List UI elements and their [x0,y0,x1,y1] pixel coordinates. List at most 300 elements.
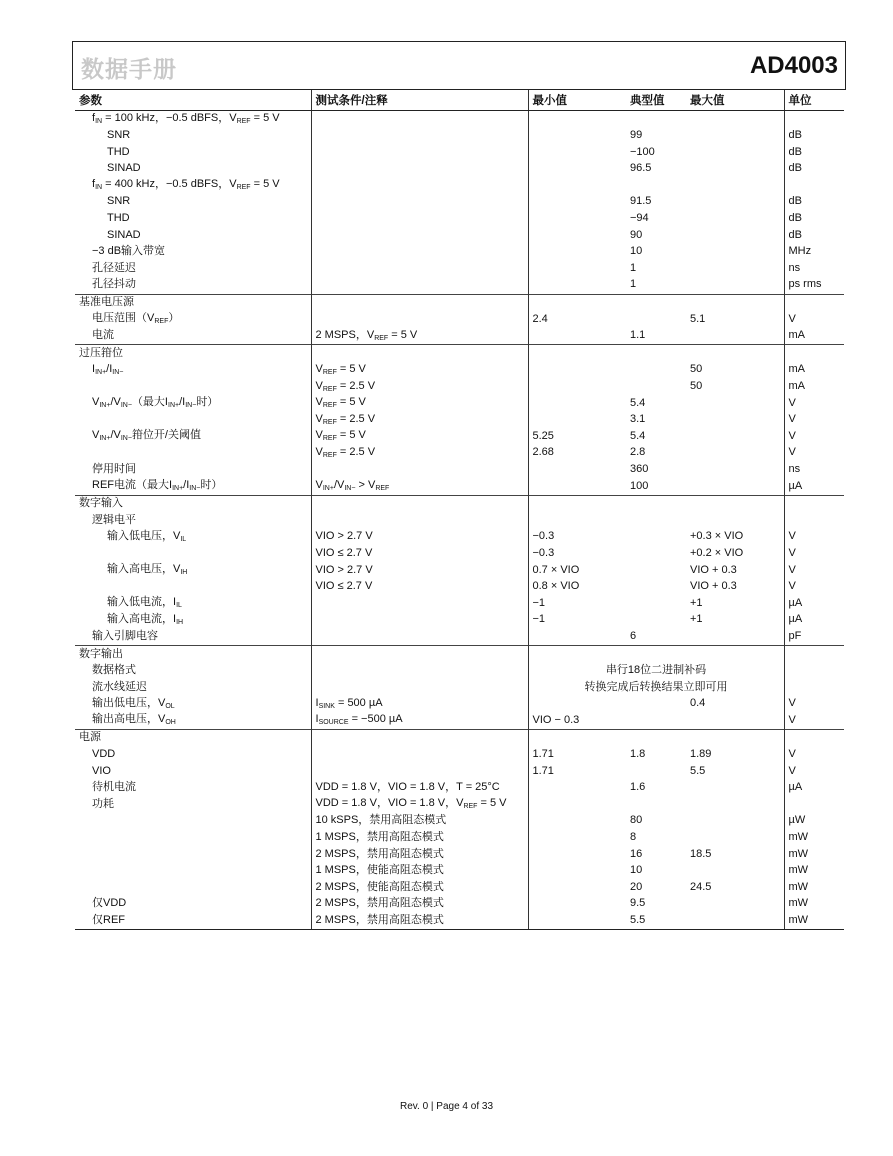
conditions-cell [311,144,528,161]
typ-cell: 20 [630,880,643,893]
max-cell: 50 [690,363,703,376]
table-row [75,412,844,429]
parameter-cell: THD [107,212,130,225]
typ-cell: 1 [630,261,637,274]
min-cell: 2.68 [528,445,626,462]
conditions-cell: $V_{REF} = 2.5$ V [311,445,528,462]
typ-cell [626,729,686,746]
table-row [75,128,844,145]
table-row [75,813,844,830]
typ-cell [626,562,686,579]
max-cell [686,395,784,412]
min-cell: −1 [528,612,626,629]
max-cell: +1 [690,613,703,626]
conditions-cell [311,747,528,764]
parameter-cell [75,846,311,863]
table-row [75,896,844,913]
column-header-min: 最小值 [528,90,626,111]
parameter-cell: −3 dB输入带宽 [92,245,166,258]
unit-cell [784,663,844,680]
specifications-table [75,90,844,930]
page-header [72,41,846,90]
parameter-cell: 输入引脚电容 [92,629,158,642]
unit-cell: V [784,395,844,412]
max-cell [686,813,784,830]
min-cell [528,328,626,345]
parameter-cell: 流水线延迟 [92,680,147,693]
conditions-cell [311,211,528,228]
max-cell [686,712,784,729]
spanned-value-cell: 转换完成后转换结果立即可用 [528,679,784,696]
min-cell [528,846,626,863]
conditions-cell: $V_{REF} = 2.5$ V [311,379,528,396]
unit-cell: mW [784,913,844,930]
min-cell [528,830,626,847]
typ-cell [626,796,686,813]
conditions-cell: 2 MSPS，禁用高阻态模式 [311,896,528,913]
conditions-cell [311,161,528,178]
typ-cell: 2.8 [630,446,646,459]
typ-cell [626,294,686,311]
conditions-cell [311,628,528,645]
min-cell [528,111,626,128]
min-cell [528,780,626,797]
typ-cell [626,696,686,713]
max-cell [686,512,784,529]
conditions-cell: $V_{REF} = 5$ V [311,362,528,379]
typ-cell [626,495,686,512]
table-row [75,111,844,128]
max-cell: 5.1 [690,312,706,325]
typ-cell [626,712,686,729]
max-cell [686,646,784,663]
max-cell: +0.3 × VIO [690,530,744,543]
parameter-cell: $f_{IN} = 400$ kHz，−0.5 dBFS，$V_{REF} = 5$ V [92,178,280,192]
typ-cell: 1 [630,278,637,291]
typ-cell [626,379,686,396]
spanned-value-cell: 串行18位二进制补码 [528,663,784,680]
table-row [75,445,844,462]
unit-cell [784,177,844,194]
unit-cell: V [784,763,844,780]
conditions-cell: $I_{SINK} = 500$ µA [311,696,528,713]
typ-cell: 91.5 [630,195,652,208]
typ-cell [626,111,686,128]
typ-cell: 90 [630,228,643,241]
typ-cell: 10 [630,245,643,258]
typ-cell [626,545,686,562]
parameter-cell: SNR [107,129,131,142]
parameter-cell [75,813,311,830]
unit-cell: V [784,311,844,328]
unit-cell: V [784,562,844,579]
max-cell [686,780,784,797]
table-row [75,161,844,178]
typ-cell [626,345,686,362]
max-cell [686,294,784,311]
table-row [75,362,844,379]
parameter-cell: 输出低电压，$V_{OL}$ [92,696,175,710]
unit-cell: mW [784,846,844,863]
table-row [75,260,844,277]
conditions-cell [311,595,528,612]
document-type-label: 数据手册 [81,56,177,82]
typ-cell: 9.5 [630,897,646,910]
conditions-cell: 10 kSPS，禁用高阻态模式 [311,813,528,830]
max-cell: 5.5 [690,764,706,777]
unit-cell: mW [784,830,844,847]
max-cell: 18.5 [690,847,712,860]
min-cell [528,395,626,412]
conditions-cell [311,311,528,328]
unit-cell: µA [784,478,844,495]
unit-cell [784,294,844,311]
unit-cell: ps rms [784,277,844,294]
min-cell [528,260,626,277]
unit-cell: V [784,579,844,596]
unit-cell [784,796,844,813]
min-cell [528,696,626,713]
max-cell [686,277,784,294]
parameter-cell: REF电流（最大$I_{IN+}/I_{IN-}$时） [92,479,223,493]
table-row [75,747,844,764]
min-cell [528,461,626,478]
min-cell: −0.3 [528,529,626,546]
conditions-cell: $V_{REF} = 5$ V [311,395,528,412]
unit-cell [784,495,844,512]
parameter-cell [75,445,311,462]
unit-cell [784,111,844,128]
table-row [75,428,844,445]
table-row [75,244,844,261]
conditions-cell: 2 MSPS，$V_{REF} = 5$ V [311,328,528,345]
table-row [75,595,844,612]
parameter-cell: 仅VDD [92,897,127,910]
conditions-cell: $I_{SOURCE} = -500$ µA [311,712,528,729]
max-cell [686,729,784,746]
min-cell [528,863,626,880]
conditions-cell [311,227,528,244]
parameter-cell: 数字输出 [75,646,311,663]
parameter-cell: SNR [107,195,131,208]
table-row [75,512,844,529]
min-cell [528,161,626,178]
min-cell [528,144,626,161]
table-row [75,311,844,328]
conditions-cell: $V_{REF} = 2.5$ V [311,412,528,429]
min-cell [528,294,626,311]
min-cell [528,194,626,211]
table-row [75,194,844,211]
min-cell [528,796,626,813]
max-cell: VIO + 0.3 [690,563,737,576]
column-header-max: 最大值 [686,90,784,111]
min-cell [528,628,626,645]
parameter-cell: SINAD [107,228,141,241]
min-cell: 5.25 [528,428,626,445]
unit-cell: mW [784,863,844,880]
unit-cell: µA [784,595,844,612]
parameter-cell: 孔径延迟 [92,261,136,274]
unit-cell: dB [784,227,844,244]
table-row [75,628,844,645]
table-row [75,913,844,930]
typ-cell: 5.4 [630,429,646,442]
conditions-cell [311,729,528,746]
parameter-cell [75,545,311,562]
conditions-cell [311,612,528,629]
unit-cell: dB [784,211,844,228]
conditions-cell: $V_{REF} = 5$ V [311,428,528,445]
max-cell [686,244,784,261]
conditions-cell: VIO ≤ 2.7 V [311,545,528,562]
unit-cell: dB [784,194,844,211]
table-row [75,696,844,713]
unit-cell: mA [784,362,844,379]
conditions-cell: 2 MSPS，禁用高阻态模式 [311,913,528,930]
unit-cell: mA [784,328,844,345]
parameter-cell [75,412,311,429]
conditions-cell: VDD = 1.8 V，VIO = 1.8 V，$V_{REF} = 5$ V [311,796,528,813]
min-cell [528,211,626,228]
max-cell [686,478,784,495]
max-cell [686,144,784,161]
conditions-cell [311,277,528,294]
min-cell [528,412,626,429]
parameter-cell [75,863,311,880]
table-row [75,478,844,495]
unit-cell: mW [784,896,844,913]
typ-cell [626,763,686,780]
conditions-cell [311,345,528,362]
unit-cell: µW [784,813,844,830]
conditions-cell: VIO ≤ 2.7 V [311,579,528,596]
unit-cell: µA [784,780,844,797]
conditions-cell [311,679,528,696]
table-row [75,646,844,663]
parameter-cell: $f_{IN} = 100$ kHz，−0.5 dBFS，$V_{REF} = 5$ V [92,112,280,125]
table-body [75,111,844,930]
unit-cell: V [784,445,844,462]
parameter-cell: 输入高电流，$I_{IH}$ [107,612,184,626]
typ-cell: 1.8 [630,748,646,761]
min-cell [528,913,626,930]
typ-cell: 100 [630,479,649,492]
typ-cell: 1.1 [630,329,646,342]
table-row [75,177,844,194]
table-row [75,729,844,746]
table-row [75,780,844,797]
table-row [75,144,844,161]
table-row [75,277,844,294]
max-cell [686,495,784,512]
parameter-cell: THD [107,145,130,158]
conditions-cell [311,646,528,663]
table-row [75,712,844,729]
unit-cell: MHz [784,244,844,261]
parameter-cell: 电压范围$(V_{REF})$ [92,312,180,326]
typ-cell: −94 [630,212,649,225]
typ-cell: 1.6 [630,781,646,794]
typ-cell [626,362,686,379]
min-cell: 0.7 × VIO [528,562,626,579]
parameter-cell: 过压箝位 [75,345,311,362]
parameter-cell: 逻辑电平 [92,513,136,526]
conditions-cell: 1 MSPS，禁用高阻态模式 [311,830,528,847]
conditions-cell: VIO > 2.7 V [311,529,528,546]
unit-cell: ns [784,260,844,277]
max-cell: +1 [690,596,703,609]
parameter-cell: 数字输入 [75,495,311,512]
parameter-cell: VDD [92,748,116,761]
min-cell: 0.8 × VIO [528,579,626,596]
max-cell: 24.5 [690,880,712,893]
column-header-unit: 单位 [784,90,844,111]
table-row [75,227,844,244]
unit-cell: V [784,696,844,713]
parameter-cell [75,579,311,596]
column-header-typ: 典型值 [626,90,686,111]
parameter-cell [75,830,311,847]
max-cell [686,211,784,228]
parameter-cell: $I_{IN+}/I_{IN-}$ [92,362,124,376]
min-cell: 2.4 [528,311,626,328]
min-cell [528,478,626,495]
conditions-cell [311,461,528,478]
parameter-cell: 孔径抖动 [92,278,136,291]
typ-cell [626,646,686,663]
typ-cell: 6 [630,629,637,642]
table-row [75,495,844,512]
table-row [75,461,844,478]
table-row [75,211,844,228]
max-cell [686,227,784,244]
typ-cell: 5.4 [630,396,646,409]
max-cell: 50 [690,380,703,392]
parameter-cell: $V_{IN+}/V_{IN-}$箝位开/关阈值 [92,429,201,443]
max-cell [686,260,784,277]
conditions-cell [311,294,528,311]
max-cell: 0.4 [690,697,706,710]
typ-cell [626,177,686,194]
max-cell: 1.89 [690,748,712,761]
table-row [75,579,844,596]
conditions-cell [311,495,528,512]
conditions-cell: 1 MSPS，使能高阻态模式 [311,863,528,880]
max-cell [686,345,784,362]
min-cell: 1.71 [528,763,626,780]
conditions-cell [311,177,528,194]
table-row [75,879,844,896]
max-cell: +0.2 × VIO [690,546,744,559]
min-cell [528,896,626,913]
min-cell [528,495,626,512]
unit-cell [784,646,844,663]
conditions-cell [311,194,528,211]
table-row [75,545,844,562]
parameter-cell: SINAD [107,162,141,175]
unit-cell [784,729,844,746]
table-row [75,763,844,780]
unit-cell: mW [784,879,844,896]
max-cell [686,863,784,880]
conditions-cell: VDD = 1.8 V，VIO = 1.8 V，T = 25°C [311,780,528,797]
table-row [75,663,844,680]
table-row [75,846,844,863]
max-cell [686,428,784,445]
unit-cell: µA [784,612,844,629]
table-row [75,395,844,412]
conditions-cell [311,260,528,277]
unit-cell: pF [784,628,844,645]
unit-cell: V [784,747,844,764]
typ-cell: 10 [630,864,643,877]
min-cell [528,277,626,294]
min-cell: −0.3 [528,545,626,562]
max-cell [686,461,784,478]
min-cell: −1 [528,595,626,612]
conditions-cell [311,763,528,780]
typ-cell: 16 [630,847,643,860]
typ-cell [626,579,686,596]
max-cell [686,445,784,462]
unit-cell [784,345,844,362]
typ-cell: 96.5 [630,162,652,175]
part-number: AD4003 [749,52,838,79]
min-cell [528,362,626,379]
typ-cell: 360 [630,462,649,475]
typ-cell [626,612,686,629]
max-cell [686,194,784,211]
parameter-cell [75,379,311,396]
typ-cell: 5.5 [626,913,686,930]
conditions-cell: 2 MSPS，禁用高阻态模式 [311,846,528,863]
unit-cell [784,512,844,529]
conditions-cell [311,111,528,128]
unit-cell: dB [784,128,844,145]
max-cell [686,913,784,930]
min-cell [528,813,626,830]
max-cell [686,111,784,128]
min-cell [528,345,626,362]
unit-cell: dB [784,144,844,161]
parameter-cell [75,879,311,896]
parameter-cell: 仅REF [75,913,311,930]
parameter-cell: 基准电压源 [75,294,311,311]
parameter-cell: 输入低电流，$I_{IL}$ [107,596,182,610]
table-row [75,328,844,345]
column-header-conditions: 测试条件/注释 [311,90,528,111]
parameter-cell: 输入高电压，$V_{IH}$ [107,563,188,577]
min-cell [528,512,626,529]
min-cell: VIO − 0.3 [528,712,626,729]
table-row [75,863,844,880]
table-row [75,830,844,847]
min-cell [528,879,626,896]
parameter-cell: 待机电流 [92,781,136,794]
max-cell [686,128,784,145]
min-cell [528,379,626,396]
typ-cell [626,529,686,546]
min-cell [528,227,626,244]
min-cell [528,244,626,261]
table-row [75,345,844,362]
min-cell: 1.71 [528,747,626,764]
parameter-cell: 数据格式 [92,664,136,677]
unit-cell: V [784,412,844,429]
table-row [75,679,844,696]
max-cell: VIO + 0.3 [690,580,737,593]
